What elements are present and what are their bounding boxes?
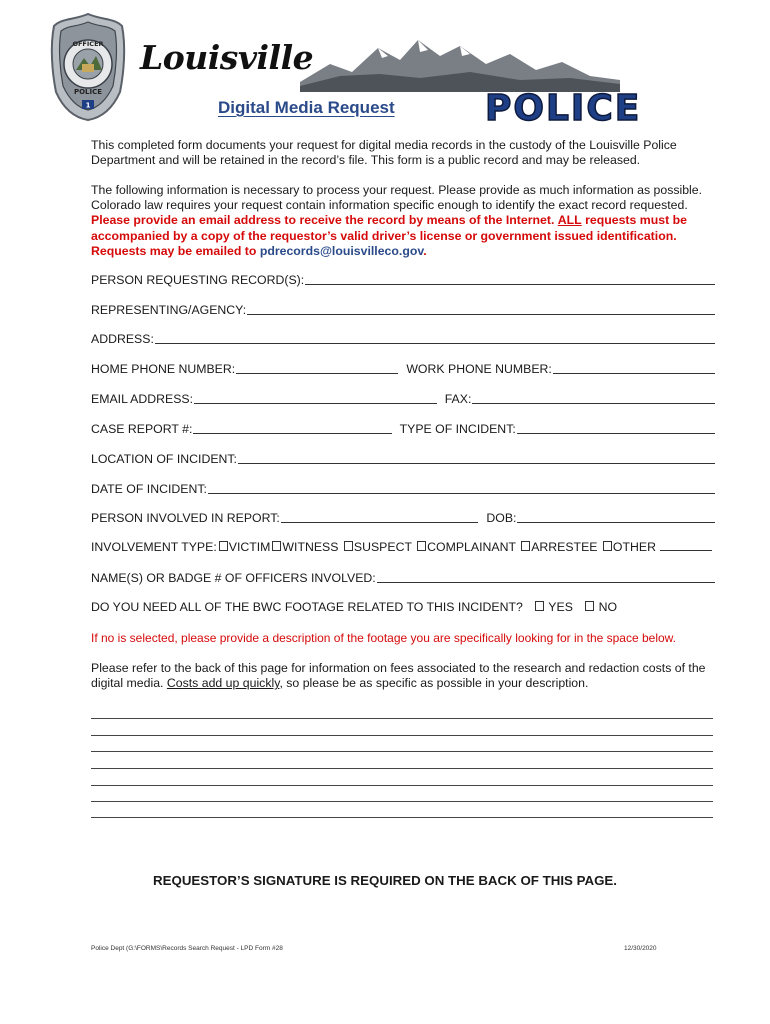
field-representing	[91, 301, 717, 317]
case-report-input[interactable]	[193, 433, 391, 434]
dob-input[interactable]	[517, 522, 715, 523]
description-line[interactable]	[91, 735, 713, 736]
field-label: WORK PHONE NUMBER:	[406, 362, 552, 376]
field-officers	[91, 569, 717, 585]
involvement-label: INVOLVEMENT TYPE:	[91, 540, 217, 554]
email-requirement-text: Please provide an email address to receive the record by means of the Internet.	[91, 213, 555, 228]
field-label: ADDRESS:	[91, 332, 154, 346]
bwc-question-row	[91, 600, 717, 614]
field-label: FAX:	[444, 392, 472, 406]
officers-input[interactable]	[377, 582, 715, 583]
fees-text-end: , so please be as specific as possible in your description.	[279, 676, 589, 691]
field-case-type	[91, 420, 717, 436]
description-line[interactable]	[91, 768, 713, 769]
bwc-question: DO YOU NEED ALL OF THE BWC FOOTAGE RELATED TO THIS INCIDENT?	[91, 600, 523, 614]
work-phone-input[interactable]	[553, 373, 715, 374]
fees-text: Please refer to the back of this page for information on fees associated to the research and redaction costs of the digital media.	[91, 661, 706, 691]
no-checkbox[interactable]	[585, 601, 594, 611]
field-label: EMAIL ADDRESS:	[91, 392, 194, 406]
option-label: SUSPECT	[353, 540, 412, 554]
signature-notice: REQUESTOR’S SIGNATURE IS REQUIRED ON THE BACK OF THIS PAGE.	[153, 873, 617, 888]
person-involved-input[interactable]	[281, 522, 479, 523]
field-phones	[91, 360, 717, 376]
field-label: TYPE OF INCIDENT:	[399, 422, 516, 436]
field-label: PERSON INVOLVED IN REPORT:	[91, 511, 280, 525]
instructions-paragraph	[91, 183, 721, 259]
city-wordmark: Louisville	[140, 38, 314, 77]
victim-checkbox[interactable]	[219, 541, 228, 551]
field-label: LOCATION OF INCIDENT:	[91, 452, 237, 466]
option-label: VICTIM	[228, 540, 271, 554]
date-input[interactable]	[208, 493, 715, 494]
svg-text:POLICE: POLICE	[73, 88, 103, 96]
address-input[interactable]	[155, 343, 715, 344]
svg-text:OFFICER: OFFICER	[72, 40, 104, 48]
option-label: ARRESTEE	[531, 540, 598, 554]
field-email-fax	[91, 390, 717, 406]
field-label: DATE OF INCIDENT:	[91, 482, 207, 496]
records-email-link[interactable]: pdrecords@louisvilleco.gov	[259, 243, 424, 258]
field-label: CASE REPORT #:	[91, 422, 193, 436]
witness-checkbox[interactable]	[272, 541, 281, 551]
field-location	[91, 450, 717, 466]
description-line[interactable]	[91, 718, 713, 719]
involvement-type-row	[91, 540, 717, 554]
person-requesting-input[interactable]	[305, 284, 715, 285]
all-emphasis: ALL	[557, 213, 582, 228]
type-of-incident-input[interactable]	[517, 433, 715, 434]
instructions-text: The following information is necessary to process your request. Please provide as much information as possible. Colorado law requires your request contain information specific enough to identify the exact record requested.	[91, 183, 703, 213]
description-line[interactable]	[91, 817, 713, 818]
field-label: DOB:	[486, 511, 517, 525]
option-label: COMPLAINANT	[427, 540, 516, 554]
mountain-range-graphic	[300, 34, 620, 92]
yes-checkbox[interactable]	[535, 601, 544, 611]
description-line[interactable]	[91, 785, 713, 786]
field-label: REPRESENTING/AGENCY:	[91, 303, 247, 317]
svg-text:1: 1	[85, 101, 91, 110]
police-badge-logo	[50, 12, 126, 122]
representing-input[interactable]	[247, 314, 715, 315]
id-requirement-text: requests must be accompanied by a copy of the requestor’s valid driver’s license or government issued identification. Requests may be emailed to	[91, 213, 687, 258]
footer-form-path: Police Dept (G:\FORMS\Records Search Request - LPD Form #28	[91, 945, 283, 952]
field-address	[91, 330, 717, 346]
yes-label: YES	[548, 600, 573, 614]
home-phone-input[interactable]	[236, 373, 398, 374]
suspect-checkbox[interactable]	[344, 541, 353, 551]
field-label: PERSON REQUESTING RECORD(S):	[91, 273, 305, 287]
field-date	[91, 480, 717, 496]
option-label: WITNESS	[282, 540, 339, 554]
location-input[interactable]	[238, 463, 715, 464]
intro-paragraph: This completed form documents your request for digital media records in the custody of the Louisville Police Department and will be retained in the record’s file. This form is a public record and may be released.	[91, 138, 677, 168]
period: .	[423, 243, 427, 258]
email-input[interactable]	[194, 403, 437, 404]
document-title: Digital Media Request	[218, 98, 395, 117]
costs-warning: Costs add up quickly	[166, 676, 280, 691]
complainant-checkbox[interactable]	[417, 541, 426, 551]
arrestee-checkbox[interactable]	[521, 541, 530, 551]
option-label: OTHER	[612, 540, 656, 554]
fax-input[interactable]	[472, 403, 715, 404]
fees-note	[91, 661, 721, 691]
if-no-note: If no is selected, please provide a description of the footage you are specifically looking for in the space below.	[91, 631, 677, 645]
field-person-involved	[91, 509, 717, 525]
field-person-requesting	[91, 271, 717, 287]
other-checkbox[interactable]	[603, 541, 612, 551]
other-input[interactable]	[660, 540, 712, 551]
field-label: HOME PHONE NUMBER:	[91, 362, 236, 376]
field-label: NAME(S) OR BADGE # OF OFFICERS INVOLVED:	[91, 571, 376, 585]
police-wordmark: POLICE	[485, 88, 642, 129]
footer-date: 12/30/2020	[624, 945, 657, 952]
description-line[interactable]	[91, 801, 713, 802]
description-line[interactable]	[91, 751, 713, 752]
no-label: NO	[598, 600, 618, 614]
